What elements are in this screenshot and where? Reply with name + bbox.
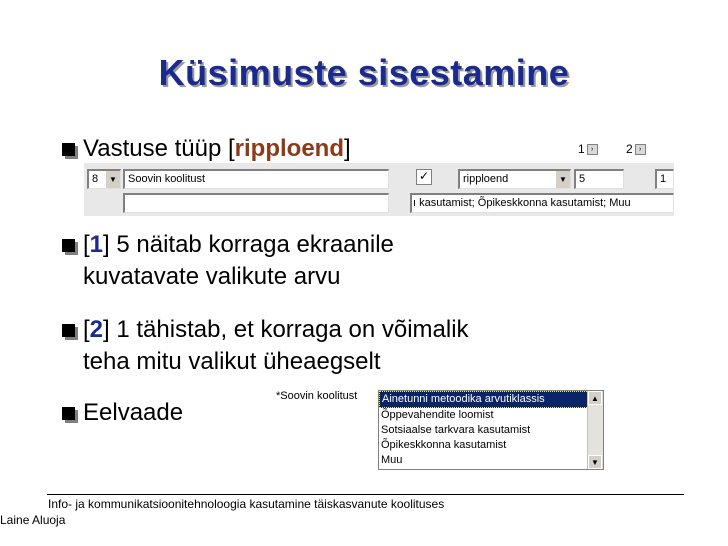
help-1-label: 1: [578, 142, 585, 156]
list-option[interactable]: Ainetunni metoodika arvutiklassis: [379, 391, 603, 408]
bracket: [: [83, 316, 90, 343]
bullet-answer-type: [62, 134, 351, 164]
bullet-text: Vastuse tüüp [: [83, 135, 235, 162]
help-2[interactable]: [626, 142, 646, 156]
answer-type-select[interactable]: [458, 169, 571, 189]
question-number-select[interactable]: [87, 169, 121, 189]
slide-title: Küsimuste sisestamine: [158, 52, 570, 93]
preview-label: *Soovin koolitust: [276, 390, 358, 402]
bullet-box-icon: [62, 239, 76, 253]
bullet-box-icon: [62, 407, 76, 421]
question-text-input[interactable]: Soovin koolitust: [123, 169, 389, 189]
footer-author: Laine Aluoja: [0, 513, 66, 527]
bullet-text-end: ]: [343, 135, 351, 162]
footer-course-title: Info- ja kommunikatsioonitehnoloogia kasutamine täiskasvanute koolituses: [48, 497, 445, 511]
footer-divider: [47, 494, 684, 495]
bullet-multi-select: [62, 315, 469, 345]
answer-type-value: ripploend: [463, 173, 509, 185]
preview-listbox[interactable]: [378, 390, 604, 470]
help-1[interactable]: [578, 142, 598, 156]
list-option[interactable]: Sotsiaalse tarkvara kasutamist: [381, 424, 531, 436]
visible-count-input[interactable]: 5: [574, 169, 624, 189]
list-option[interactable]: Muu: [381, 454, 403, 466]
bullet-text: ] 5 näitab korraga ekraanile: [103, 231, 394, 258]
scroll-down-icon[interactable]: ▼: [588, 455, 602, 469]
answer-type-highlight: ripploend: [234, 135, 344, 162]
ref-number: 2: [89, 316, 104, 343]
bullet-visible-count: [62, 230, 394, 260]
required-checkbox[interactable]: ✓: [416, 169, 432, 185]
ref-number: 1: [89, 231, 104, 258]
chevron-down-icon[interactable]: ▼: [105, 171, 120, 188]
list-option[interactable]: Õpikeskkonna kasutamist: [381, 439, 507, 451]
bracket: [: [83, 231, 90, 258]
bullet-visible-count-line2: kuvatavate valikute arvu: [83, 263, 341, 290]
bullet-multi-select-line2: teha mitu valikut üheaegselt: [83, 348, 381, 375]
question-number-value: 8: [92, 173, 99, 185]
chevron-down-icon[interactable]: ▼: [555, 171, 570, 188]
bullet-box-icon: [62, 143, 76, 157]
bullet-text: ] 1 tähistab, et korraga on võimalik: [103, 316, 469, 343]
scroll-up-icon[interactable]: ▲: [588, 391, 602, 405]
options-input[interactable]: ı kasutamist; Õpikeskkonna kasutamist; Muu: [410, 193, 674, 213]
bullet-text: Eelvaade: [83, 399, 184, 426]
help-icon[interactable]: ›: [587, 144, 598, 155]
multi-select-input[interactable]: 1: [655, 169, 674, 189]
question-extra-input[interactable]: [123, 193, 389, 213]
list-option[interactable]: Õppevahendite loomist: [381, 409, 494, 421]
listbox-scrollbar[interactable]: [587, 391, 603, 469]
bullet-preview: [62, 398, 183, 428]
help-icon[interactable]: ›: [635, 144, 646, 155]
help-2-label: 2: [626, 142, 633, 156]
bullet-box-icon: [62, 324, 76, 338]
